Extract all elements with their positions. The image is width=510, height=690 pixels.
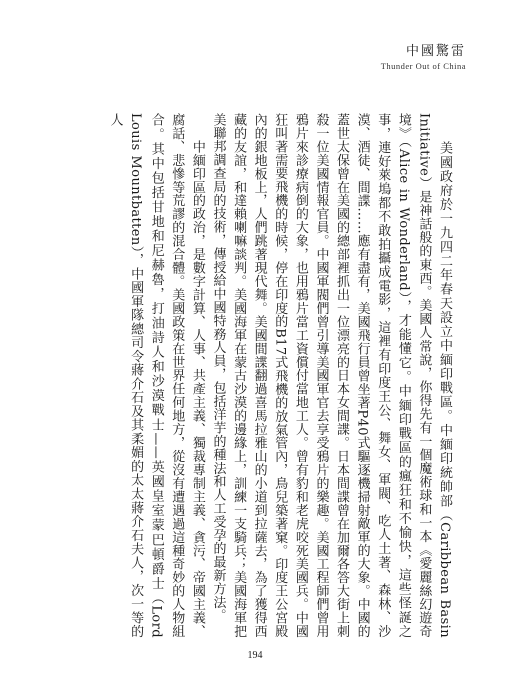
running-header-subtitle: Thunder Out of China bbox=[380, 61, 466, 71]
vertical-body-text bbox=[84, 113, 454, 638]
running-header bbox=[381, 44, 466, 72]
paragraph: 美國政府於一九四二年春天設立中緬印戰區。中緬印統帥部（Caribbean Basin Initiative）是神話般的東西。美國人常說，你得先有一個魔術球和一本《愛麗絲幻遊奇境》（Alice in Wonderland），才能懂它。中緬印戰區的瘋狂和不愉快，這些怪誕之事，連好萊塢都不敢拍攝成電影，這裡有印度王公、舞女、軍閥、吃人土著、森林、沙漠、酒徒、間諜……應有盡有，美國飛行員曾坐著P40式驅逐機掃射敵軍的大象。中國的蓋世太保曾在美國的總部裡抓出一位漂亮的日本女間諜。日本間諜曾在加爾各答大街上刺殺一位美國情報官員。中國軍閥們曾引導美國軍官去享受鴉片的樂趣。美國工程師們曾用鴉片來診療病倒的大象，也用鴉片當工資償付當地工人。曾有豹和老虎咬死美國兵。中國狂叫著需要飛機的時候，停在印度的B17式飛機的放氣管內，鳥兒築著窠。印度王公宮殿內的銀地板上，人們跳著現代舞。美國間諜翻過喜馬拉雅山的小道到拉薩去，為了獲得西藏的友誼，和達賴喇嘛談判。美國海軍在蒙古沙漠的邊緣上，訓練一支騎兵；美國海軍把美聯邦調查局的技術，傳授給中國特務人員，包括洋芋的種法和人工受孕的最新方法。 bbox=[210, 113, 452, 638]
page-number: 194 bbox=[247, 650, 263, 661]
running-header-title: 中國驚雷 bbox=[405, 44, 466, 59]
paragraph: 中緬印區的政治，是數字計算、人事、共產主義、獨裁專制主義、貪污、帝國主義、腐話、悲慘等荒謬的混合體。美國政策在世界任何地方，從沒有遭遇過這種奇妙的人物組合。其中包括甘地和尼赫魯，打油詩人和沙漠戰士——英國皇室蒙巴頓爵士（Lord Louis Mountbatten），中國軍隊總司令蔣介石及其柔媚的太太蔣介石夫人，次一等的人 bbox=[107, 113, 205, 638]
